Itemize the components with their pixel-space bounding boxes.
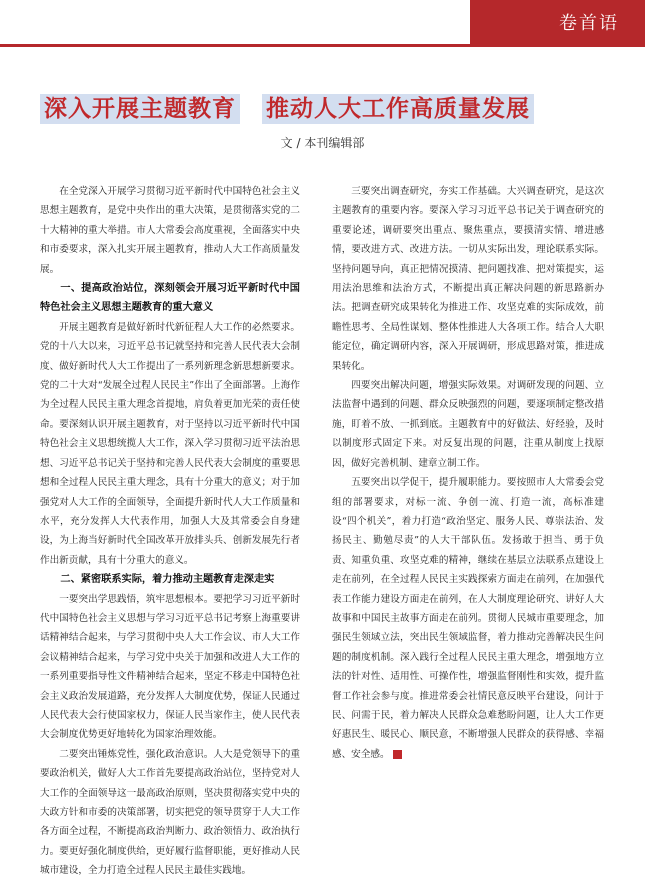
column-label: 卷首语 xyxy=(559,13,619,34)
end-mark-icon xyxy=(393,750,402,759)
title-part-2: 推动人大工作高质量发展 xyxy=(262,94,534,124)
section-2-paragraph-2: 二要突出锤炼党性，强化政治意识。人大是党领导下的重要政治机关，做好人大工作首先要提高政治站位，坚持党对人大工作的全面领导这一最高政治原则，坚决贯彻落实党中央的大政方针和市委的决策部署，切实把党的领导贯穿于人大工作各方面全过程，不断提高政治判断力、政治领悟力、政治执行力。要更好强化制度供给，更好履行监督职能，更好推动人民城市建设，全力打造全过程人民民主最佳实践地。 xyxy=(40,748,300,877)
right-column xyxy=(332,182,604,764)
section-2-paragraph-3: 三要突出调查研究，夯实工作基础。大兴调查研究，是这次主题教育的重要内容。要深入学习习近平总书记关于调查研究的重要论述，调研要突出重点、聚焦重点，要摸清实情、增进感情，要改进方式、改进方法。一切从实际出发，理论联系实际。坚持问题导向，真正把情况摸清、把问题找准、把对策提实，运用法治思维和法治方式，不断提出真正解决问题的新思路新办法。把调查研究成果转化为推进工作、攻坚克难的实际成效，前瞻性思考、全局性谋划、整体性推进人大各项工作。结合人大职能定位，确定调研内容，深入开展调研，形成思路对策，推进成果转化。 xyxy=(332,186,604,372)
intro-paragraph: 在全党深入开展学习贯彻习近平新时代中国特色社会主义思想主题教育，是党中央作出的重大决策，是贯彻落实党的二十大精神的重大举措。市人大常委会高度重视，全面落实中央和市委要求，深入扎实开展主题教育，推动人大工作高质量发展。 xyxy=(40,186,300,275)
title-part-1: 深入开展主题教育 xyxy=(40,94,240,124)
byline: 文 / 本刊编辑部 xyxy=(280,136,365,150)
section-2-paragraph-5 xyxy=(332,473,604,764)
left-column xyxy=(40,182,300,881)
section-2-paragraph-4: 四要突出解决问题，增强实际效果。对调研发现的问题、立法监督中遇到的问题、群众反映强烈的问题，要逐项制定整改措施，盯着不放、一抓到底。主题教育中的好做法、好经验，及时以制度形式固定下来。对反复出现的问题，注重从制度上找原因，做好完善机制、建章立制工作。 xyxy=(332,380,604,469)
section-2-heading: 二、紧密联系实际，着力推动主题教育走深走实 xyxy=(60,574,275,586)
header-rule xyxy=(0,44,645,47)
section-2-paragraph-1: 一要突出学思践悟，筑牢思想根本。要把学习习近平新时代中国特色社会主义思想与学习习近平总书记考察上海重要讲话精神结合起来，与学习贯彻中央人大工作会议、市人大工作会议精神结合起来，与学习党中央关于加强和改进人大工作的一系列重要指导性文件精神结合起来，坚定不移走中国特色社会主义政治发展道路，充分发挥人大制度优势，保证人民通过人民代表大会行使国家权力，保证人民当家作主，使人民代表大会制度优势更好地转化为国家治理效能。 xyxy=(40,593,300,741)
section-1-paragraph-1: 开展主题教育是做好新时代新征程人大工作的必然要求。党的十八大以来，习近平总书记就坚持和完善人民代表大会制度、做好新时代人大工作提出了一系列新理念新思想新要求。党的二十大对“发展全过程人民民主”作出了全面部署。上海作为全过程人民民主重大理念首提地，肩负着更加光荣的责任使命。要深刻认识开展主题教育，对于坚持以习近平新时代中国特色社会主义思想统揽人大工作，深入学习贯彻习近平法治思想、习近平总书记关于坚持和完善人民代表大会制度的重要思想和全过程人民民主重大理念，具有十分重大的意义；对于加强党对人大工作的全面领导，全面提升新时代人大工作质量和水平，充分发挥人大代表作用，加强人大及其常委会自身建设，为上海当好新时代全国改革开放排头兵、创新发展先行者作出新贡献，具有十分重大的意义。 xyxy=(40,321,300,566)
article-title xyxy=(40,90,640,123)
column-label-box xyxy=(470,0,645,44)
section-1-heading: 一、提高政治站位，深刻领会开展习近平新时代中国特色社会主义思想主题教育的重大意义 xyxy=(40,283,300,314)
paragraph-5-text: 五要突出以学促干，提升履职能力。要按照市人大常委会党组的部署要求，对标一流、争创一流、打造一流，高标准建设“四个机关”，着力打造“政治坚定、服务人民、尊崇法治、发扬民主、勤勉尽责”的人大干部队伍。发扬敢于担当、勇于负责、知重负重、攻坚克难的精神，继续在基层立法联系点建设上走在前列，在全过程人民民主实践探索方面走在前列，在加强代表工作能力建设方面走在前列，在人大制度理论研究、讲好人大故事和中国民主故事方面走在前列。贯彻人民城市重要理念，加强民生领域立法，突出民生领域监督，着力推动完善解决民生问题的制度机制。深入践行全过程人民民主重大理念，增强地方立法的针对性、适用性、可操作性，增强监督刚性和实效，提升监督工作社会参与度。推进常委会社情民意反映平台建设，问计于民、问需于民，着力解决人民群众急难愁盼问题，让人大工作更好惠民生、暖民心、顺民意，不断增强人民群众的获得感、幸福感、安全感。 xyxy=(332,477,604,760)
